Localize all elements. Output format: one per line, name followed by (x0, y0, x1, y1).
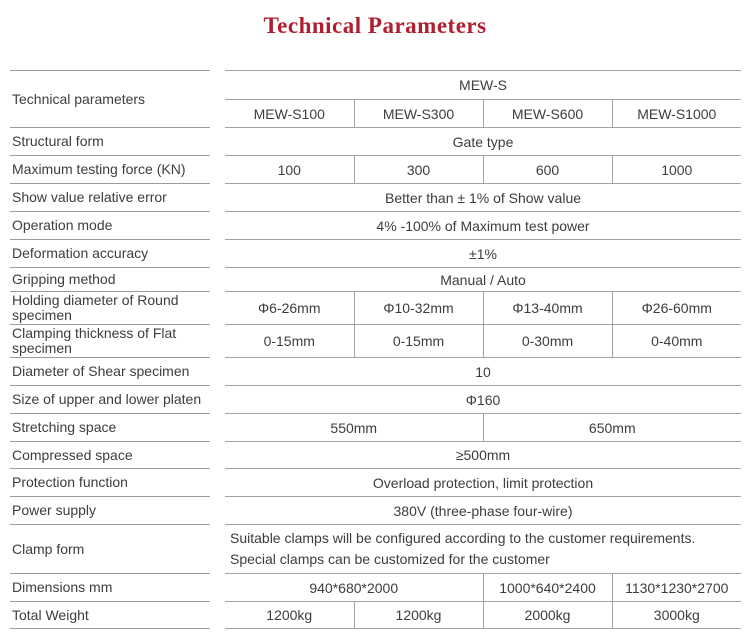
cell-stretching-space-small: 550mm (225, 414, 483, 442)
cell-protection: Overload protection, limit protection (225, 469, 741, 497)
row-label-protection: Protection function (10, 469, 210, 497)
column-gap (210, 184, 225, 212)
row-label-structural-form: Structural form (10, 128, 210, 156)
row-label-platen-size: Size of upper and lower platen (10, 386, 210, 414)
column-gap (210, 240, 225, 268)
cell-platen-size: Φ160 (225, 386, 741, 414)
cell-total-weight-s300: 1200kg (354, 602, 483, 629)
cell-operation-mode: 4% -100% of Maximum test power (225, 212, 741, 240)
page-title: Technical Parameters (263, 13, 487, 38)
table-row (10, 525, 741, 574)
cell-clamp-form (225, 525, 741, 574)
column-gap (210, 292, 225, 325)
column-gap (210, 156, 225, 184)
spec-table (10, 70, 741, 629)
table-row (10, 414, 741, 442)
row-label-clamp-form: Clamp form (10, 525, 210, 574)
cell-max-force-s300: 300 (354, 156, 483, 184)
cell-dimensions-s600: 1000*640*2400 (483, 574, 612, 602)
column-gap (210, 602, 225, 629)
cell-total-weight-s1000: 3000kg (612, 602, 741, 629)
cell-deformation-accuracy: ±1% (225, 240, 741, 268)
column-gap (210, 469, 225, 497)
row-label-shear-specimen: Diameter of Shear specimen (10, 358, 210, 386)
table-row (10, 156, 741, 184)
row-label-max-force: Maximum testing force (KN) (10, 156, 210, 184)
table-row (10, 292, 741, 325)
cell-model-mew-s100: MEW-S100 (225, 100, 354, 128)
row-label-compressed-space: Compressed space (10, 442, 210, 469)
row-label-technical-parameters: Technical parameters (10, 71, 210, 128)
cell-flat-specimen-s300: 0-15mm (354, 325, 483, 358)
column-gap (210, 525, 225, 574)
cell-shear-specimen: 10 (225, 358, 741, 386)
row-label-total-weight: Total Weight (10, 602, 210, 629)
cell-max-force-s100: 100 (225, 156, 354, 184)
cell-round-specimen-s100: Φ6-26mm (225, 292, 354, 325)
row-label-stretching-space: Stretching space (10, 414, 210, 442)
table-row (10, 240, 741, 268)
cell-round-specimen-s600: Φ13-40mm (483, 292, 612, 325)
cell-max-force-s1000: 1000 (612, 156, 741, 184)
cell-flat-specimen-s600: 0-30mm (483, 325, 612, 358)
cell-model-mew-s1000: MEW-S1000 (612, 100, 741, 128)
table-row (10, 212, 741, 240)
column-gap (210, 442, 225, 469)
table-row (10, 268, 741, 292)
table-row (10, 442, 741, 469)
column-gap (210, 386, 225, 414)
cell-dimensions-s1000: 1130*1230*2700 (612, 574, 741, 602)
cell-compressed-space: ≥500mm (225, 442, 741, 469)
table-row (10, 184, 741, 212)
column-gap (210, 71, 225, 128)
column-gap (210, 497, 225, 525)
row-label-flat-specimen: Clamping thickness of Flat specimen (10, 325, 210, 358)
column-gap (210, 358, 225, 386)
cell-round-specimen-s1000: Φ26-60mm (612, 292, 741, 325)
cell-model-mew-s600: MEW-S600 (483, 100, 612, 128)
table-row (10, 602, 741, 629)
cell-dimensions-s100-s300: 940*680*2000 (225, 574, 483, 602)
cell-round-specimen-s300: Φ10-32mm (354, 292, 483, 325)
clamp-form-line-2: Special clamps can be customized for the customer (230, 551, 550, 567)
column-gap (210, 212, 225, 240)
row-label-round-specimen: Holding diameter of Round specimen (10, 292, 210, 325)
row-label-relative-error: Show value relative error (10, 184, 210, 212)
technical-parameters-page (0, 10, 750, 640)
cell-flat-specimen-s1000: 0-40mm (612, 325, 741, 358)
column-gap (210, 574, 225, 602)
column-gap (210, 128, 225, 156)
row-label-gripping-method: Gripping method (10, 268, 210, 292)
cell-series-header: MEW-S (225, 71, 741, 100)
row-label-operation-mode: Operation mode (10, 212, 210, 240)
row-label-deformation-accuracy: Deformation accuracy (10, 240, 210, 268)
table-row (10, 358, 741, 386)
table-row (10, 71, 741, 100)
table-row (10, 497, 741, 525)
row-label-power-supply: Power supply (10, 497, 210, 525)
cell-model-mew-s300: MEW-S300 (354, 100, 483, 128)
column-gap (210, 268, 225, 292)
clamp-form-line-1: Suitable clamps will be configured according to the customer requirements. (230, 530, 696, 546)
cell-total-weight-s100: 1200kg (225, 602, 354, 629)
table-row (10, 574, 741, 602)
cell-flat-specimen-s100: 0-15mm (225, 325, 354, 358)
table-row (10, 469, 741, 497)
cell-max-force-s600: 600 (483, 156, 612, 184)
table-row (10, 128, 741, 156)
column-gap (210, 325, 225, 358)
table-row (10, 325, 741, 358)
cell-stretching-space-large: 650mm (483, 414, 741, 442)
cell-power-supply: 380V (three-phase four-wire) (225, 497, 741, 525)
cell-total-weight-s600: 2000kg (483, 602, 612, 629)
table-row (10, 386, 741, 414)
row-label-dimensions: Dimensions mm (10, 574, 210, 602)
cell-gripping-method: Manual / Auto (225, 268, 741, 292)
cell-structural-form: Gate type (225, 128, 741, 156)
column-gap (210, 414, 225, 442)
cell-relative-error: Better than ± 1% of Show value (225, 184, 741, 212)
